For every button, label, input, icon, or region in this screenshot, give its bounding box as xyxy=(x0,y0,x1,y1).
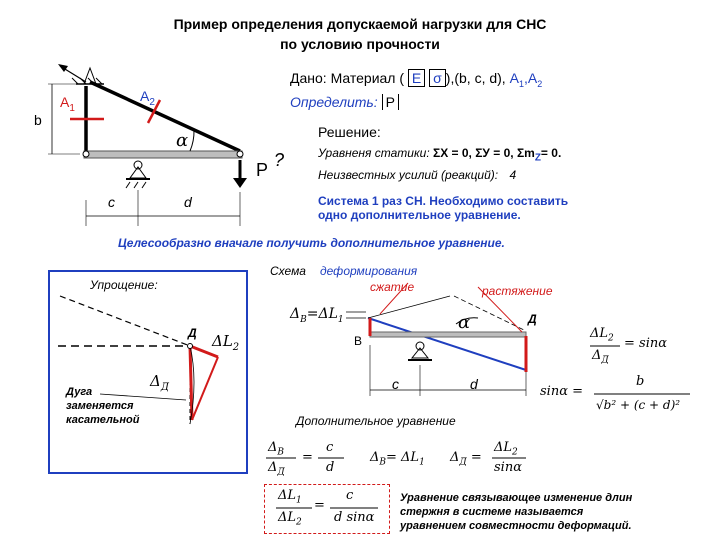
title-line-2: по условию прочности xyxy=(280,36,440,52)
final-den-text: ΔL xyxy=(278,510,297,525)
system-line-2: одно дополнительное уравнение. xyxy=(318,208,521,222)
sum-m-sub: Z xyxy=(534,152,541,164)
sum-m-eq: = 0. xyxy=(540,146,562,160)
eq3-num-sub: 2 xyxy=(512,447,518,458)
given-a1-sub: 1 xyxy=(518,78,524,89)
label-a1-text: A xyxy=(60,94,70,110)
simplification-frame xyxy=(48,270,248,474)
label-a1-sub: 1 xyxy=(69,102,75,114)
deform-tension: растяжение xyxy=(482,284,553,298)
eq3-num xyxy=(494,440,518,458)
final-den-sub: 2 xyxy=(296,517,302,528)
final-num-sub: 1 xyxy=(296,495,302,506)
deform-compression: сжатие xyxy=(370,280,415,294)
final-num xyxy=(278,488,302,506)
deform-label-d: Д xyxy=(528,312,537,326)
label-alpha: α xyxy=(176,130,189,151)
unknowns-line xyxy=(318,168,516,182)
eq2-sub: B xyxy=(379,457,387,468)
ratio-num xyxy=(590,326,614,344)
deform-delta-b xyxy=(290,306,344,325)
deform-delta-b-text: Δ xyxy=(290,306,301,322)
eq1-num-sub: B xyxy=(277,447,285,458)
deform-c: c xyxy=(392,376,399,392)
arc-line-1: Дуга xyxy=(66,386,93,398)
simplification-lambda-sub: Д xyxy=(160,382,169,393)
eq2-rhs-sub: 1 xyxy=(419,457,425,468)
given-a2-sub: 2 xyxy=(537,78,543,89)
eq1-rden: d xyxy=(326,460,335,475)
given-label: Дано: Материал ( xyxy=(290,70,405,86)
label-question: ? xyxy=(274,150,285,170)
eq1-den-sub: Д xyxy=(277,467,285,478)
statics-line xyxy=(318,146,561,163)
eq1-rnum: c xyxy=(326,440,334,455)
label-a2-sub: 2 xyxy=(149,96,155,108)
final-num-text: ΔL xyxy=(278,488,297,503)
beam xyxy=(84,151,242,158)
given-a2: ,A xyxy=(523,70,538,86)
label-c: c xyxy=(108,194,115,210)
ratio-den xyxy=(592,348,609,366)
eq2 xyxy=(370,450,425,468)
eq3 xyxy=(450,450,482,468)
final-rden: d sinα xyxy=(334,510,375,525)
unknowns-label: Неизвестных усилий (реакций): xyxy=(318,168,499,182)
sin-den: √b² + (c + d)² xyxy=(596,398,681,412)
final-den xyxy=(278,510,302,528)
ratio-num-text: ΔL xyxy=(590,326,609,341)
deform-d: d xyxy=(470,376,478,392)
note-line-1: Уравнение связывающее изменение длин xyxy=(400,492,633,504)
sin-num: b xyxy=(636,374,645,389)
label-p: P xyxy=(256,160,269,180)
final-rnum: c xyxy=(346,488,354,503)
advice-line: Целесообразно вначале получить дополнительное уравнение. xyxy=(118,236,505,250)
system-line-1: Система 1 раз СН. Необходимо составить xyxy=(318,194,569,208)
given-e: E xyxy=(408,69,425,87)
simplification-lambda-text: Δ xyxy=(150,372,161,390)
eq3-sub: Д xyxy=(459,457,467,468)
ratio-den-text: Δ xyxy=(592,348,602,363)
arc-line-3: касательной xyxy=(66,414,140,426)
ratio-den-sub: Д xyxy=(601,355,609,366)
arc-line-2: заменяется xyxy=(66,400,134,412)
label-b: b xyxy=(34,112,42,128)
deform-delta-b-sub: B xyxy=(300,314,307,325)
eq1-den-text: Δ xyxy=(268,460,278,475)
deform-label-b: B xyxy=(354,334,363,348)
title-line-1: Пример определения допускаемой нагрузки для СНС xyxy=(173,16,547,32)
sum-y: ΣУ = 0, xyxy=(475,146,514,160)
note-line-2: стержня в системе называется xyxy=(400,506,584,518)
deform-title-b: деформирования xyxy=(320,264,418,278)
eq3-text: Δ xyxy=(450,450,460,465)
note-line-3: уравнением совместности деформаций. xyxy=(400,520,632,532)
deform-eq-dl1-sub: 1 xyxy=(337,314,344,325)
solution-label: Решение: xyxy=(318,124,381,140)
eq2-text: Δ xyxy=(370,450,380,465)
eq1-den xyxy=(268,460,285,478)
eq1-num-text: Δ xyxy=(268,440,278,455)
label-a1 xyxy=(60,94,75,114)
deform-alpha: α xyxy=(458,312,471,333)
simplification-dl2-sub: 2 xyxy=(232,342,240,353)
eq1-eq: = xyxy=(302,450,313,465)
deform-eq-dl1: =ΔL xyxy=(306,306,338,322)
eq2-rhs: = ΔL xyxy=(386,450,420,465)
rod-2 xyxy=(90,82,240,151)
find-line xyxy=(290,94,399,110)
given-a1: A xyxy=(509,70,519,86)
sum-x: ΣX = 0, xyxy=(433,146,472,160)
label-a2-text: A xyxy=(140,88,150,104)
ratio-rhs: = sinα xyxy=(624,336,668,351)
find-value: P xyxy=(382,94,399,110)
middle-support xyxy=(126,161,150,188)
given-params: ),(b, c, d), xyxy=(445,70,506,86)
sin-lhs: sinα = xyxy=(540,384,584,399)
eq3-den: sinα xyxy=(494,460,522,475)
eq3-num-text: ΔL xyxy=(494,440,513,455)
deform-title-a: Схема xyxy=(270,264,306,278)
given-line xyxy=(290,70,542,89)
final-eq: = xyxy=(314,498,325,513)
simplification-d: Д xyxy=(188,326,197,340)
simplification-lambda xyxy=(150,372,169,393)
simplification-dl2-text: ΔL xyxy=(212,332,233,350)
unknowns-count: 4 xyxy=(509,168,517,182)
find-label: Определить: xyxy=(290,94,378,110)
simplification-dl2 xyxy=(212,332,239,353)
label-a2 xyxy=(140,88,155,108)
ratio-num-sub: 2 xyxy=(608,333,614,344)
label-d: d xyxy=(184,194,192,210)
sum-m: Σm xyxy=(516,146,535,160)
given-sigma: σ xyxy=(429,69,446,87)
simplification-title: Упрощение: xyxy=(90,278,158,292)
statics-label: Уравненя статики: xyxy=(318,146,430,160)
additional-title: Дополнительное уравнение xyxy=(296,414,456,428)
eq3-eq: = xyxy=(470,450,482,465)
eq1-num xyxy=(268,440,284,458)
